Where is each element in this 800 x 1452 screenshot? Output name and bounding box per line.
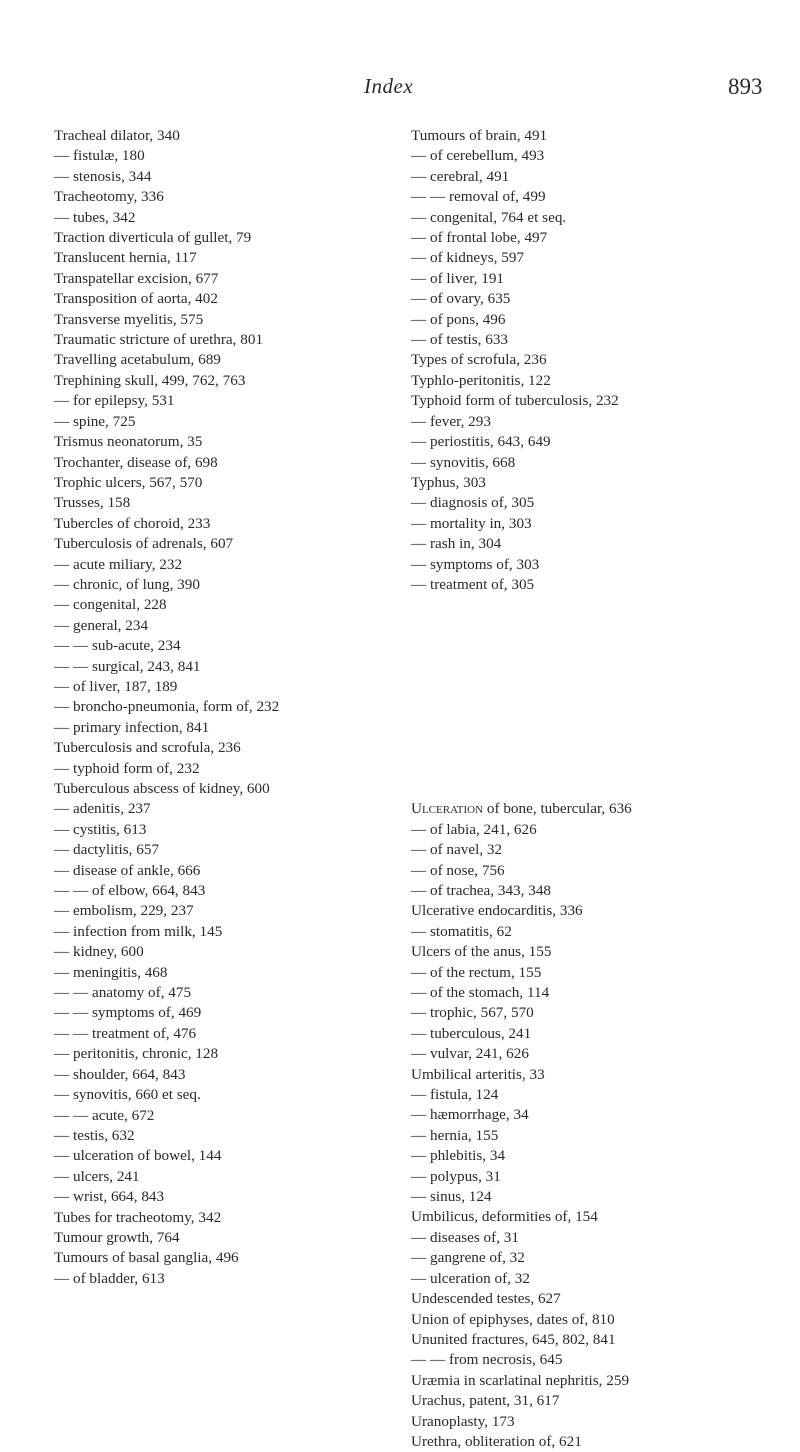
index-entry: — of testis, 633 <box>411 331 509 349</box>
index-entry: — diseases of, 31 <box>411 1228 519 1246</box>
index-entry: — synovitis, 660 et seq. <box>54 1086 201 1104</box>
index-entry: — chronic, of lung, 390 <box>54 575 200 593</box>
index-entry: — stenosis, 344 <box>54 167 152 185</box>
index-entry: Transposition of aorta, 402 <box>54 290 218 308</box>
index-entry: Tuberculosis and scrofula, 236 <box>54 739 241 757</box>
index-entry: — congenital, 228 <box>54 596 167 614</box>
index-entry: Union of epiphyses, dates of, 810 <box>411 1310 615 1328</box>
index-entry: — of liver, 191 <box>411 269 505 287</box>
index-entry: — hæmorrhage, 34 <box>411 1106 529 1124</box>
index-entry: Tracheal dilator, 340 <box>54 127 180 144</box>
index-entry: — shoulder, 664, 843 <box>54 1065 186 1083</box>
index-entry: Translucent hernia, 117 <box>54 249 197 267</box>
index-entry: — peritonitis, chronic, 128 <box>54 1045 219 1063</box>
index-entry: — primary infection, 841 <box>54 718 210 736</box>
index-entry: — mortality in, 303 <box>411 514 532 532</box>
index-entry: Traumatic stricture of urethra, 801 <box>54 331 264 349</box>
index-entry: — of the stomach, 114 <box>411 984 550 1001</box>
running-title: Index <box>364 74 414 98</box>
index-entry: Typhlo-peritonitis, 122 <box>411 371 551 389</box>
index-entry: Typhoid form of tuberculosis, 232 <box>411 392 619 410</box>
index-entry: — wrist, 664, 843 <box>54 1188 165 1206</box>
index-entry: Umbilicus, deformities of, 154 <box>411 1208 598 1226</box>
index-entry: — — sub-acute, 234 <box>54 637 181 655</box>
index-entry: — of kidneys, 597 <box>411 249 525 267</box>
index-entry: — of frontal lobe, 497 <box>411 229 548 247</box>
index-entry: — of pons, 496 <box>411 310 506 328</box>
index-entry: Umbilical arteritis, 33 <box>411 1065 545 1083</box>
index-entry: — acute miliary, 232 <box>54 555 183 573</box>
index-entry: — fistula, 124 <box>411 1086 499 1104</box>
index-entry: Tubes for tracheotomy, 342 <box>54 1208 222 1226</box>
index-entry: — of labia, 241, 626 <box>411 820 537 838</box>
index-entry: Tubercles of choroid, 233 <box>54 514 211 532</box>
index-entry: Undescended testes, 627 <box>411 1290 561 1308</box>
index-entry: — — symptoms of, 469 <box>54 1004 202 1022</box>
index-entry: — — anatomy of, 475 <box>54 984 192 1002</box>
index-entry: — kidney, 600 <box>54 943 144 961</box>
index-section-t <box>411 126 791 595</box>
index-entry: Transverse myelitis, 575 <box>54 310 204 328</box>
index-entry: — phlebitis, 34 <box>411 1147 506 1165</box>
index-entry: — — removal of, 499 <box>411 188 546 206</box>
index-entry: — gangrene of, 32 <box>411 1249 525 1267</box>
index-entry: Tuberculous abscess of kidney, 600 <box>54 780 270 797</box>
index-entry: — polypus, 31 <box>411 1167 501 1185</box>
index-entry: — of navel, 32 <box>411 841 503 859</box>
index-entry: Ulcers of the anus, 155 <box>411 943 552 961</box>
index-entry: — dactylitis, 657 <box>54 841 160 859</box>
index-entry: — of nose, 756 <box>411 861 505 879</box>
index-entry: — synovitis, 668 <box>411 453 516 471</box>
index-entry: — — of elbow, 664, 843 <box>54 882 206 900</box>
index-entry: — of cerebellum, 493 <box>411 147 545 165</box>
index-entry: Uræmia in scarlatinal nephritis, 259 <box>411 1371 630 1389</box>
index-entry: — cystitis, 613 <box>54 820 147 838</box>
index-entry: — spine, 725 <box>54 412 136 430</box>
index-entry: Traction diverticula of gullet, 79 <box>54 229 252 247</box>
index-entry: Trophic ulcers, 567, 570 <box>54 473 203 491</box>
index-entry: — — from necrosis, 645 <box>411 1351 563 1369</box>
page-header <box>0 74 800 114</box>
index-column-right <box>411 126 791 1452</box>
index-entry: Trochanter, disease of, 698 <box>54 453 218 471</box>
index-entry: Transpatellar excision, 677 <box>54 269 219 287</box>
index-entry: — rash in, 304 <box>411 535 502 553</box>
index-entry: — vulvar, 241, 626 <box>411 1045 529 1063</box>
index-entry: — fever, 293 <box>411 412 491 430</box>
index-entry: — congenital, 764 et seq. <box>411 208 567 226</box>
index-entry: Trismus neonatorum, 35 <box>54 433 203 451</box>
index-column-left <box>54 126 414 1289</box>
index-entry: — of bladder, 613 <box>54 1269 165 1287</box>
index-entry: — — acute, 672 <box>54 1106 155 1124</box>
index-entry: — ulceration of bowel, 144 <box>54 1147 222 1165</box>
index-entry: — — treatment of, 476 <box>54 1024 197 1042</box>
index-entry: — trophic, 567, 570 <box>411 1004 534 1022</box>
index-entry: — of liver, 187, 189 <box>54 677 178 695</box>
index-entry: — symptoms of, 303 <box>411 555 540 573</box>
index-entry: Uranoplasty, 173 <box>411 1412 515 1430</box>
index-entry: — testis, 632 <box>54 1126 135 1144</box>
index-entry: Urethra, obliteration of, 621 <box>411 1432 582 1450</box>
index-entry: Trusses, 158 <box>54 494 131 512</box>
index-entry: — tuberculous, 241 <box>411 1024 532 1042</box>
index-entry: — periostitis, 643, 649 <box>411 433 551 451</box>
index-entry: Urachus, patent, 31, 617 <box>411 1392 560 1410</box>
index-entry: — disease of ankle, 666 <box>54 861 201 879</box>
index-entry: Ulcerative endocarditis, 336 <box>411 902 583 920</box>
index-entry: — of ovary, 635 <box>411 290 511 308</box>
index-entry: — for epilepsy, 531 <box>54 392 175 410</box>
index-entry: — sinus, 124 <box>411 1188 492 1206</box>
index-entry: Tuberculosis of adrenals, 607 <box>54 535 234 553</box>
index-entry: Typhus, 303 <box>411 473 486 491</box>
index-entry: — — surgical, 243, 841 <box>54 657 201 675</box>
index-entry: — cerebral, 491 <box>411 167 510 185</box>
index-entry: — hernia, 155 <box>411 1126 499 1144</box>
index-entry: — typhoid form of, 232 <box>54 759 200 777</box>
index-entry: — treatment of, 305 <box>411 575 535 593</box>
index-entry: — of trachea, 343, 348 <box>411 881 552 899</box>
index-entry: Travelling acetabulum, 689 <box>54 351 221 369</box>
index-section-u <box>411 799 791 1452</box>
index-entry: Tumour growth, 764 <box>54 1228 180 1246</box>
page-number: 893 <box>728 74 763 99</box>
index-entry: Types of scrofula, 236 <box>411 351 547 369</box>
index-entry: Tracheotomy, 336 <box>54 188 164 206</box>
index-entry: — stomatitis, 62 <box>411 922 512 940</box>
index-entry: — ulceration of, 32 <box>411 1269 530 1287</box>
index-entry: — meningitis, 468 <box>54 963 168 981</box>
index-entry: — of the rectum, 155 <box>411 963 542 981</box>
index-entry: — fistulæ, 180 <box>54 147 145 165</box>
index-entry: — embolism, 229, 237 <box>54 902 194 920</box>
index-entry: Ununited fractures, 645, 802, 841 <box>411 1330 616 1348</box>
index-entry: — adenitis, 237 <box>54 800 151 818</box>
index-entry: Tumours of basal ganglia, 496 <box>54 1249 239 1267</box>
index-entry: — broncho-pneumonia, form of, 232 <box>54 698 280 716</box>
index-entry: Ulceration of bone, tubercular, 636 <box>411 800 632 818</box>
index-entry: — infection from milk, 145 <box>54 922 223 940</box>
index-entry: Trephining skull, 499, 762, 763 <box>54 371 246 389</box>
section-gap <box>411 595 791 799</box>
index-entry: — general, 234 <box>54 616 149 634</box>
index-entry: — diagnosis of, 305 <box>411 494 535 512</box>
index-entry: — tubes, 342 <box>54 208 136 226</box>
index-entry: Tumours of brain, 491 <box>411 127 548 144</box>
index-entry: — ulcers, 241 <box>54 1167 140 1185</box>
